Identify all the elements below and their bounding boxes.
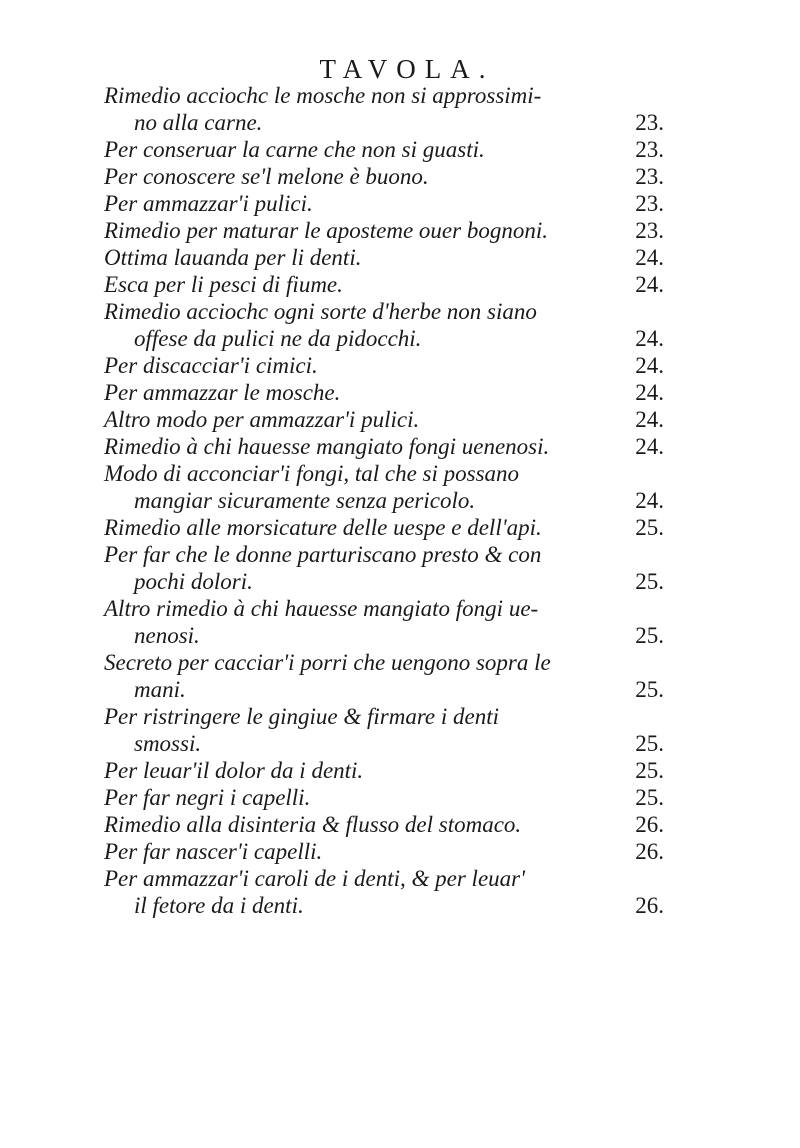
entry-continuation-line: [104, 487, 664, 514]
entry-text: Per ammazzar'i caroli de i denti, & per leuar': [104, 866, 526, 891]
entry-title-line: [104, 595, 664, 622]
page-number: 25.: [635, 623, 664, 648]
entry-title-line: [104, 379, 664, 406]
entry-text: Rimedio à chi hauesse mangiato fongi uenenosi.: [104, 434, 550, 459]
toc-entry: [104, 514, 664, 541]
toc-entry: [104, 298, 664, 352]
entry-title-line: [104, 406, 664, 433]
toc-entry: [104, 757, 664, 784]
entry-text: Per discacciar'i cimici.: [104, 353, 318, 378]
page-number: 24.: [635, 353, 664, 378]
toc-entry: [104, 271, 664, 298]
page-number: 26.: [635, 812, 664, 837]
entry-text: mangiar sicuramente senza pericolo.: [134, 488, 476, 513]
page-number: 24.: [635, 380, 664, 405]
entry-text: Per conoscere se'l melone è buono.: [104, 164, 429, 189]
toc-entry: [104, 595, 664, 649]
entry-title-line: [104, 757, 664, 784]
entry-continuation-line: [104, 109, 664, 136]
toc-entry: [104, 811, 664, 838]
toc-entry: [104, 163, 664, 190]
entry-title-line: [104, 703, 664, 730]
entry-title-line: [104, 541, 664, 568]
page-number: 23.: [635, 191, 664, 216]
entry-title-line: [104, 244, 664, 271]
toc-entry: [104, 190, 664, 217]
toc-entry: [104, 541, 664, 595]
toc-entry: [104, 217, 664, 244]
entry-title-line: [104, 460, 664, 487]
entry-text: nenosi.: [134, 623, 200, 648]
entry-text: smossi.: [134, 731, 202, 756]
entry-title-line: [104, 271, 664, 298]
entry-text: Per ristringere le gingiue & firmare i denti: [104, 704, 499, 729]
page-number: 23.: [635, 164, 664, 189]
toc-entry: [104, 703, 664, 757]
entry-text: no alla carne.: [134, 110, 263, 135]
page-number: 25.: [635, 758, 664, 783]
entry-title-line: [104, 298, 664, 325]
entry-title-line: [104, 163, 664, 190]
page-number: 24.: [635, 407, 664, 432]
entry-text: Altro rimedio à chi hauesse mangiato fongi ue-: [104, 596, 539, 621]
page-number: 25.: [635, 785, 664, 810]
entry-text: Rimedio per maturar le aposteme ouer bognoni.: [104, 218, 548, 243]
page-number: 24.: [635, 326, 664, 351]
toc-entry: [104, 838, 664, 865]
page-number: 23.: [635, 218, 664, 243]
entry-title-line: [104, 784, 664, 811]
entry-title-line: [104, 136, 664, 163]
entry-title-line: [104, 838, 664, 865]
toc-entry: [104, 433, 664, 460]
toc-entry: [104, 406, 664, 433]
entry-text: Rimedio alla disinteria & flusso del stomaco.: [104, 812, 522, 837]
toc-entry: [104, 379, 664, 406]
entry-continuation-line: [104, 568, 664, 595]
entry-text: Per far che le donne parturiscano presto & con: [104, 542, 542, 567]
entry-text: Per far nascer'i capelli.: [104, 839, 323, 864]
entry-text: Ottima lauanda per li denti.: [104, 245, 362, 270]
entry-title-line: [104, 865, 664, 892]
entry-title-line: [104, 514, 664, 541]
toc-entry: [104, 82, 664, 136]
entry-text: mani.: [134, 677, 186, 702]
entry-text: Rimedio acciochc le mosche non si approssimi-: [104, 83, 542, 108]
page-number: 23.: [635, 110, 664, 135]
table-of-contents: [104, 82, 664, 919]
entry-text: Modo di acconciar'i fongi, tal che si possano: [104, 461, 520, 486]
page-number: 25.: [635, 515, 664, 540]
toc-entry: [104, 865, 664, 919]
entry-text: Per ammazzar le mosche.: [104, 380, 341, 405]
page-number: 25.: [635, 569, 664, 594]
entry-title-line: [104, 217, 664, 244]
entry-text: Per leuar'il dolor da i denti.: [104, 758, 364, 783]
running-title: TAVOLA.: [319, 54, 495, 84]
entry-text: Rimedio alle morsicature delle uespe e dell'api.: [104, 515, 542, 540]
page-number: 26.: [635, 893, 664, 918]
toc-entry: [104, 352, 664, 379]
page-number: 24.: [635, 272, 664, 297]
page-number: 24.: [635, 488, 664, 513]
entry-text: Per far negri i capelli.: [104, 785, 311, 810]
toc-entry: [104, 136, 664, 163]
page-number: 25.: [635, 677, 664, 702]
entry-text: Secreto per cacciar'i porri che uengono sopra le: [104, 650, 551, 675]
entry-continuation-line: [104, 730, 664, 757]
entry-continuation-line: [104, 622, 664, 649]
entry-continuation-line: [104, 325, 664, 352]
entry-continuation-line: [104, 892, 664, 919]
toc-entry: [104, 784, 664, 811]
entry-text: Per conseruar la carne che non si guasti.: [104, 137, 485, 162]
toc-entry: [104, 244, 664, 271]
entry-text: Rimedio acciochc ogni sorte d'herbe non siano: [104, 299, 537, 324]
page-number: 26.: [635, 839, 664, 864]
entry-text: Altro modo per ammazzar'i pulici.: [104, 407, 420, 432]
entry-text: pochi dolori.: [134, 569, 253, 594]
toc-entry: [104, 460, 664, 514]
entry-text: offese da pulici ne da pidocchi.: [134, 326, 422, 351]
page-number: 24.: [635, 245, 664, 270]
toc-entry: [104, 649, 664, 703]
entry-text: Per ammazzar'i pulici.: [104, 191, 313, 216]
entry-title-line: [104, 433, 664, 460]
entry-text: Esca per li pesci di fiume.: [104, 272, 343, 297]
entry-title-line: [104, 82, 664, 109]
entry-continuation-line: [104, 676, 664, 703]
page-number: 23.: [635, 137, 664, 162]
entry-title-line: [104, 811, 664, 838]
entry-text: il fetore da i denti.: [134, 893, 304, 918]
entry-title-line: [104, 352, 664, 379]
page-number: 25.: [635, 731, 664, 756]
entry-title-line: [104, 190, 664, 217]
page-number: 24.: [635, 434, 664, 459]
entry-title-line: [104, 649, 664, 676]
